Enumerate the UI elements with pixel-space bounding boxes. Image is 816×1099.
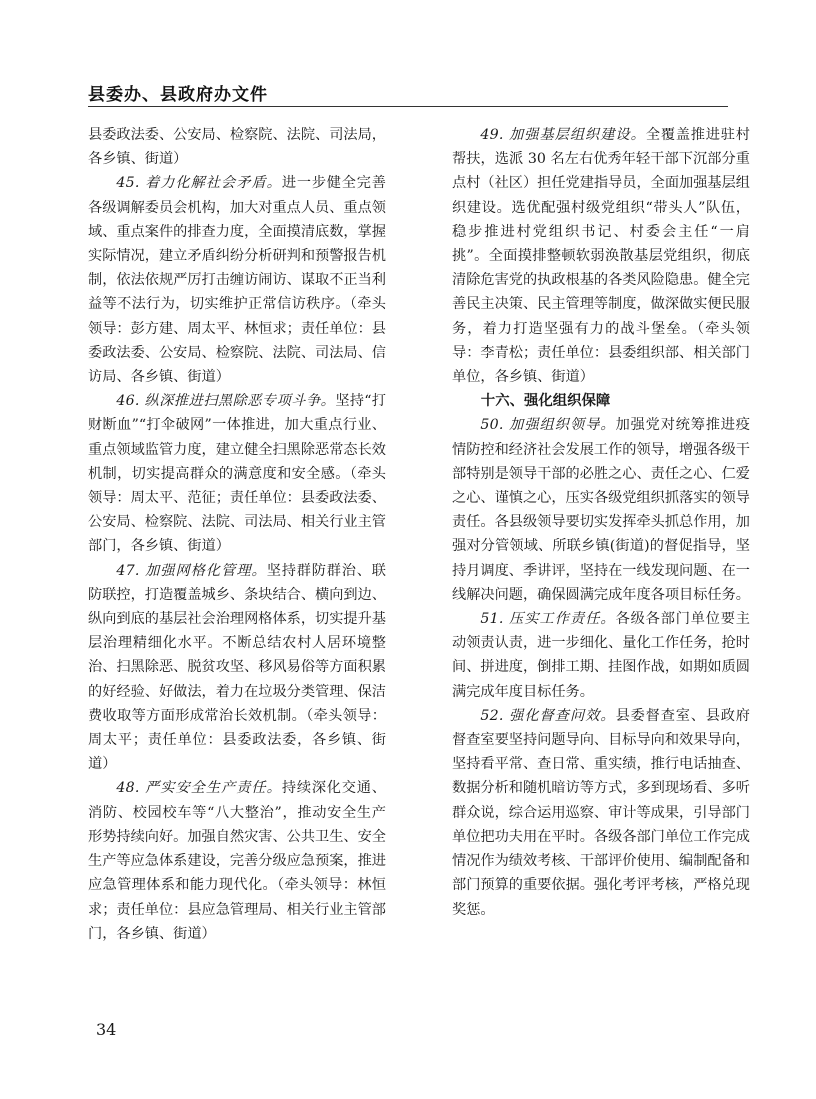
header-divider <box>88 106 728 107</box>
paragraph-52-body: 县委督查室、县政府督查室要坚持问题导向、目标导向和效果导向，坚持看平常、查日常、重实绩，推行电话抽查、数据分析和随机暗访等方式，多到现场看、多听群众说，综合运用巡察、审计等成果，引导部门单位把功夫用在平时。各级各部门单位工作完成情况作为绩效考核、干部评价使用、编制配备和部门预算的重要依据。强化考评考核，严格兑现奖惩。 <box>452 707 750 918</box>
paragraph-46 <box>88 389 386 558</box>
paragraph-51-body: 各级各部门单位要主动领责认责，进一步细化、量化工作任务，抢时间、拼进度，倒排工期、挂图作战，如期如质圆满完成年度目标任务。 <box>452 611 750 700</box>
paragraph-50 <box>452 413 750 607</box>
paragraph-49 <box>452 123 750 389</box>
paragraph-45 <box>88 171 386 389</box>
paragraph-49-body: 全覆盖推进驻村帮扶，选派 30 名左右优秀年轻干部下沉部分重点村（社区）担任党建指导员，全面加强基层组织建设。选优配强村级党组织“带头人”队伍，稳步推进村党组织书记、村委会主任“一肩挑”。全面摸排整顿软弱涣散基层党组织，彻底清除危害党的执政根基的各类风险隐患。健全完善民主决策、民主管理等制度，做深做实便民服务，着力打造坚强有力的战斗堡垒。（牵头领导：李青松；责任单位：县委组织部、相关部门单位，各乡镇、街道） <box>452 127 750 386</box>
paragraph-45-body: 进一步健全完善各级调解委员会机构，加大对重点人员、重点领域、重点案件的排查力度，全面摸清底数，掌握实际情况，建立矛盾纠纷分析研判和预警报告机制，依法依规严厉打击缠访闹访、谋取不正当利益等不法行为，切实维护正常信访秩序。（牵头领导：彭方建、周太平、林恒求；责任单位：县委政法委、公安局、检察院、法院、司法局、信访局、各乡镇、街道） <box>88 175 386 386</box>
paragraph-50-body: 加强党对统筹推进疫情防控和经济社会发展工作的领导，增强各级干部特别是领导干部的必胜之心、责任之心、仁爱之心、谨慎之心，压实各级党组织抓落实的领导责任。各县级领导要切实发挥牵头抓总作用，加强对分管领域、所联乡镇(街道)的督促指导，坚持月调度、季讲评，坚持在一线发现问题、在一线解决问题，确保圆满完成年度各项目标任务。 <box>452 417 750 603</box>
paragraph-52-lead: 52. 强化督查问效。 <box>480 707 616 724</box>
paragraph-45-lead: 45. 着力化解社会矛盾。 <box>116 175 282 192</box>
paragraph-continued: 县委政法委、公安局、检察院、法院、司法局，各乡镇、街道） <box>88 127 386 168</box>
right-column <box>452 123 750 922</box>
paragraph-52 <box>452 704 750 922</box>
paragraph-46-lead: 46. 纵深推进扫黑除恶专项斗争。 <box>116 393 336 410</box>
page-number: 34 <box>96 1020 117 1039</box>
left-column <box>88 123 386 946</box>
paragraph-47-body: 坚持群防群治、联防联控，打造覆盖城乡、条块结合、横向到边、纵向到底的基层社会治理网格体系，切实提升基层治理精细化水平。不断总结农村人居环境整治、扫黑除恶、脱贫攻坚、移风易俗等方面积累的好经验、好做法，着力在垃圾分类管理、保洁费收取等方面形成常治长效机制。（牵头领导：周太平；责任单位：县委政法委，各乡镇、街道） <box>88 562 386 773</box>
paragraph-51-lead: 51. 压实工作责任。 <box>480 611 616 628</box>
running-header-title: 县委办、县政府办文件 <box>88 85 268 105</box>
paragraph-47 <box>88 559 386 777</box>
paragraph-50-lead: 50. 加强组织领导。 <box>480 417 616 434</box>
section-heading: 十六、强化组织保障 <box>480 393 611 410</box>
paragraph-48 <box>88 776 386 945</box>
paragraph-48-lead: 48. 严实安全生产责任。 <box>116 780 282 797</box>
paragraph-49-lead: 49. 加强基层组织建设。 <box>480 127 646 143</box>
paragraph-51 <box>452 607 750 704</box>
paragraph-48-body: 持续深化交通、消防、校园校车等“八大整治”，推动安全生产形势持续向好。加强自然灾害、公共卫生、安全生产等应急体系建设，完善分级应急预案，推进应急管理体系和能力现代化。（牵头领导：林恒求；责任单位：县应急管理局、相关行业主管部门，各乡镇、街道） <box>88 780 386 942</box>
paragraph-46-body: 坚持“打财断血”“打伞破网”一体推进，加大重点行业、重点领域监管力度，建立健全扫黑除恶常态长效机制，切实提高群众的满意度和安全感。（牵头领导：周太平、范征；责任单位：县委政法委、公安局、检察院、法院、司法局、相关行业主管部门，各乡镇、街道） <box>88 393 386 555</box>
paragraph-47-lead: 47. 加强网格化管理。 <box>116 562 267 579</box>
